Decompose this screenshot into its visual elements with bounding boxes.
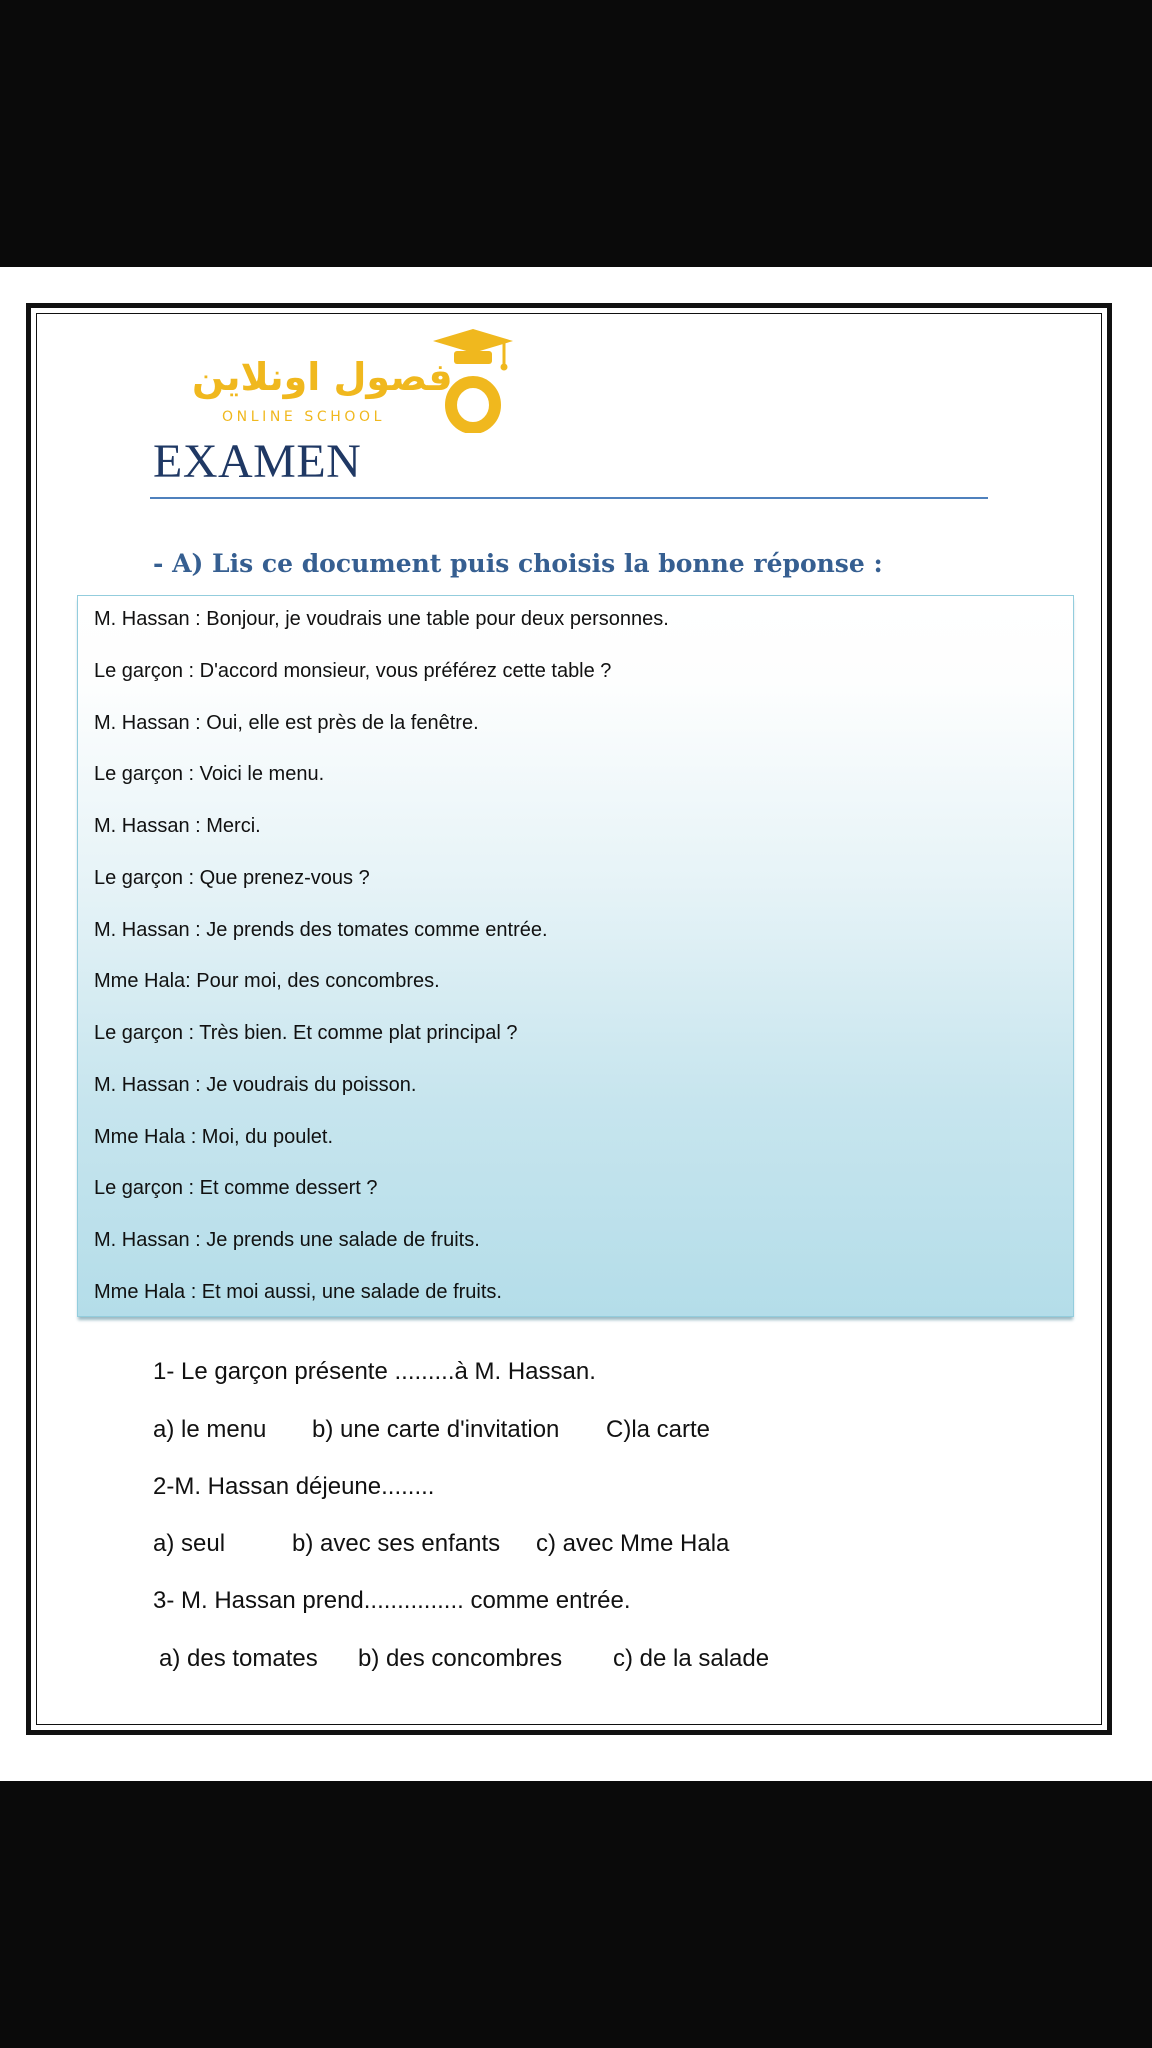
dialogue-line: Le garçon : Et comme dessert ? — [94, 1177, 378, 1199]
question-2-option-b[interactable]: b) avec ses enfants — [292, 1530, 501, 1557]
question-2-prompt: 2-M. Hassan déjeune........ — [153, 1473, 435, 1500]
dialogue-line: Le garçon : D'accord monsieur, vous préférez cette table ? — [94, 660, 612, 682]
dialogue-line: M. Hassan : Je prends des tomates comme entrée. — [94, 919, 548, 941]
question-2-option-c[interactable]: c) avec Mme Hala — [536, 1530, 730, 1557]
dialogue-line: Mme Hala : Moi, du poulet. — [94, 1126, 333, 1148]
question-1-option-b[interactable]: b) une carte d'invitation — [312, 1416, 560, 1443]
dialogue-line: M. Hassan : Je voudrais du poisson. — [94, 1074, 417, 1096]
dialogue-line: Le garçon : Très bien. Et comme plat principal ? — [94, 1022, 518, 1044]
question-2-option-a[interactable]: a) seul — [153, 1530, 226, 1557]
dialogue-line: Mme Hala: Pour moi, des concombres. — [94, 970, 440, 992]
dialogue-line: Le garçon : Que prenez-vous ? — [94, 867, 370, 889]
logo-latin-text: ONLINE SCHOOL — [222, 409, 386, 425]
logo-arabic-text: فصول اونلاين — [192, 355, 453, 399]
title-underline — [150, 497, 988, 499]
section-heading: - A) Lis ce document puis choisis la bonne réponse : — [153, 549, 883, 578]
graduation-cap-icon — [430, 325, 516, 433]
dialogue-box — [77, 595, 1074, 1317]
question-1-option-c[interactable]: C)la carte — [606, 1416, 711, 1443]
question-1-option-a[interactable]: a) le menu — [153, 1416, 267, 1443]
question-3-option-a[interactable]: a) des tomates — [159, 1645, 318, 1672]
dialogue-line: M. Hassan : Oui, elle est près de la fenêtre. — [94, 712, 479, 734]
dialogue-line: M. Hassan : Merci. — [94, 815, 261, 837]
question-3-option-b[interactable]: b) des concombres — [358, 1645, 563, 1672]
dialogue-line: M. Hassan : Je prends une salade de fruits. — [94, 1229, 480, 1251]
dialogue-line: M. Hassan : Bonjour, je voudrais une table pour deux personnes. — [94, 608, 669, 630]
dialogue-line: Mme Hala : Et moi aussi, une salade de fruits. — [94, 1281, 502, 1303]
question-3-option-c[interactable]: c) de la salade — [613, 1645, 770, 1672]
page-title: EXAMEN — [153, 435, 362, 488]
dialogue-line: Le garçon : Voici le menu. — [94, 763, 325, 785]
question-3-prompt: 3- M. Hassan prend............... comme entrée. — [153, 1587, 631, 1614]
question-1-prompt: 1- Le garçon présente .........à M. Hassan. — [153, 1358, 596, 1385]
